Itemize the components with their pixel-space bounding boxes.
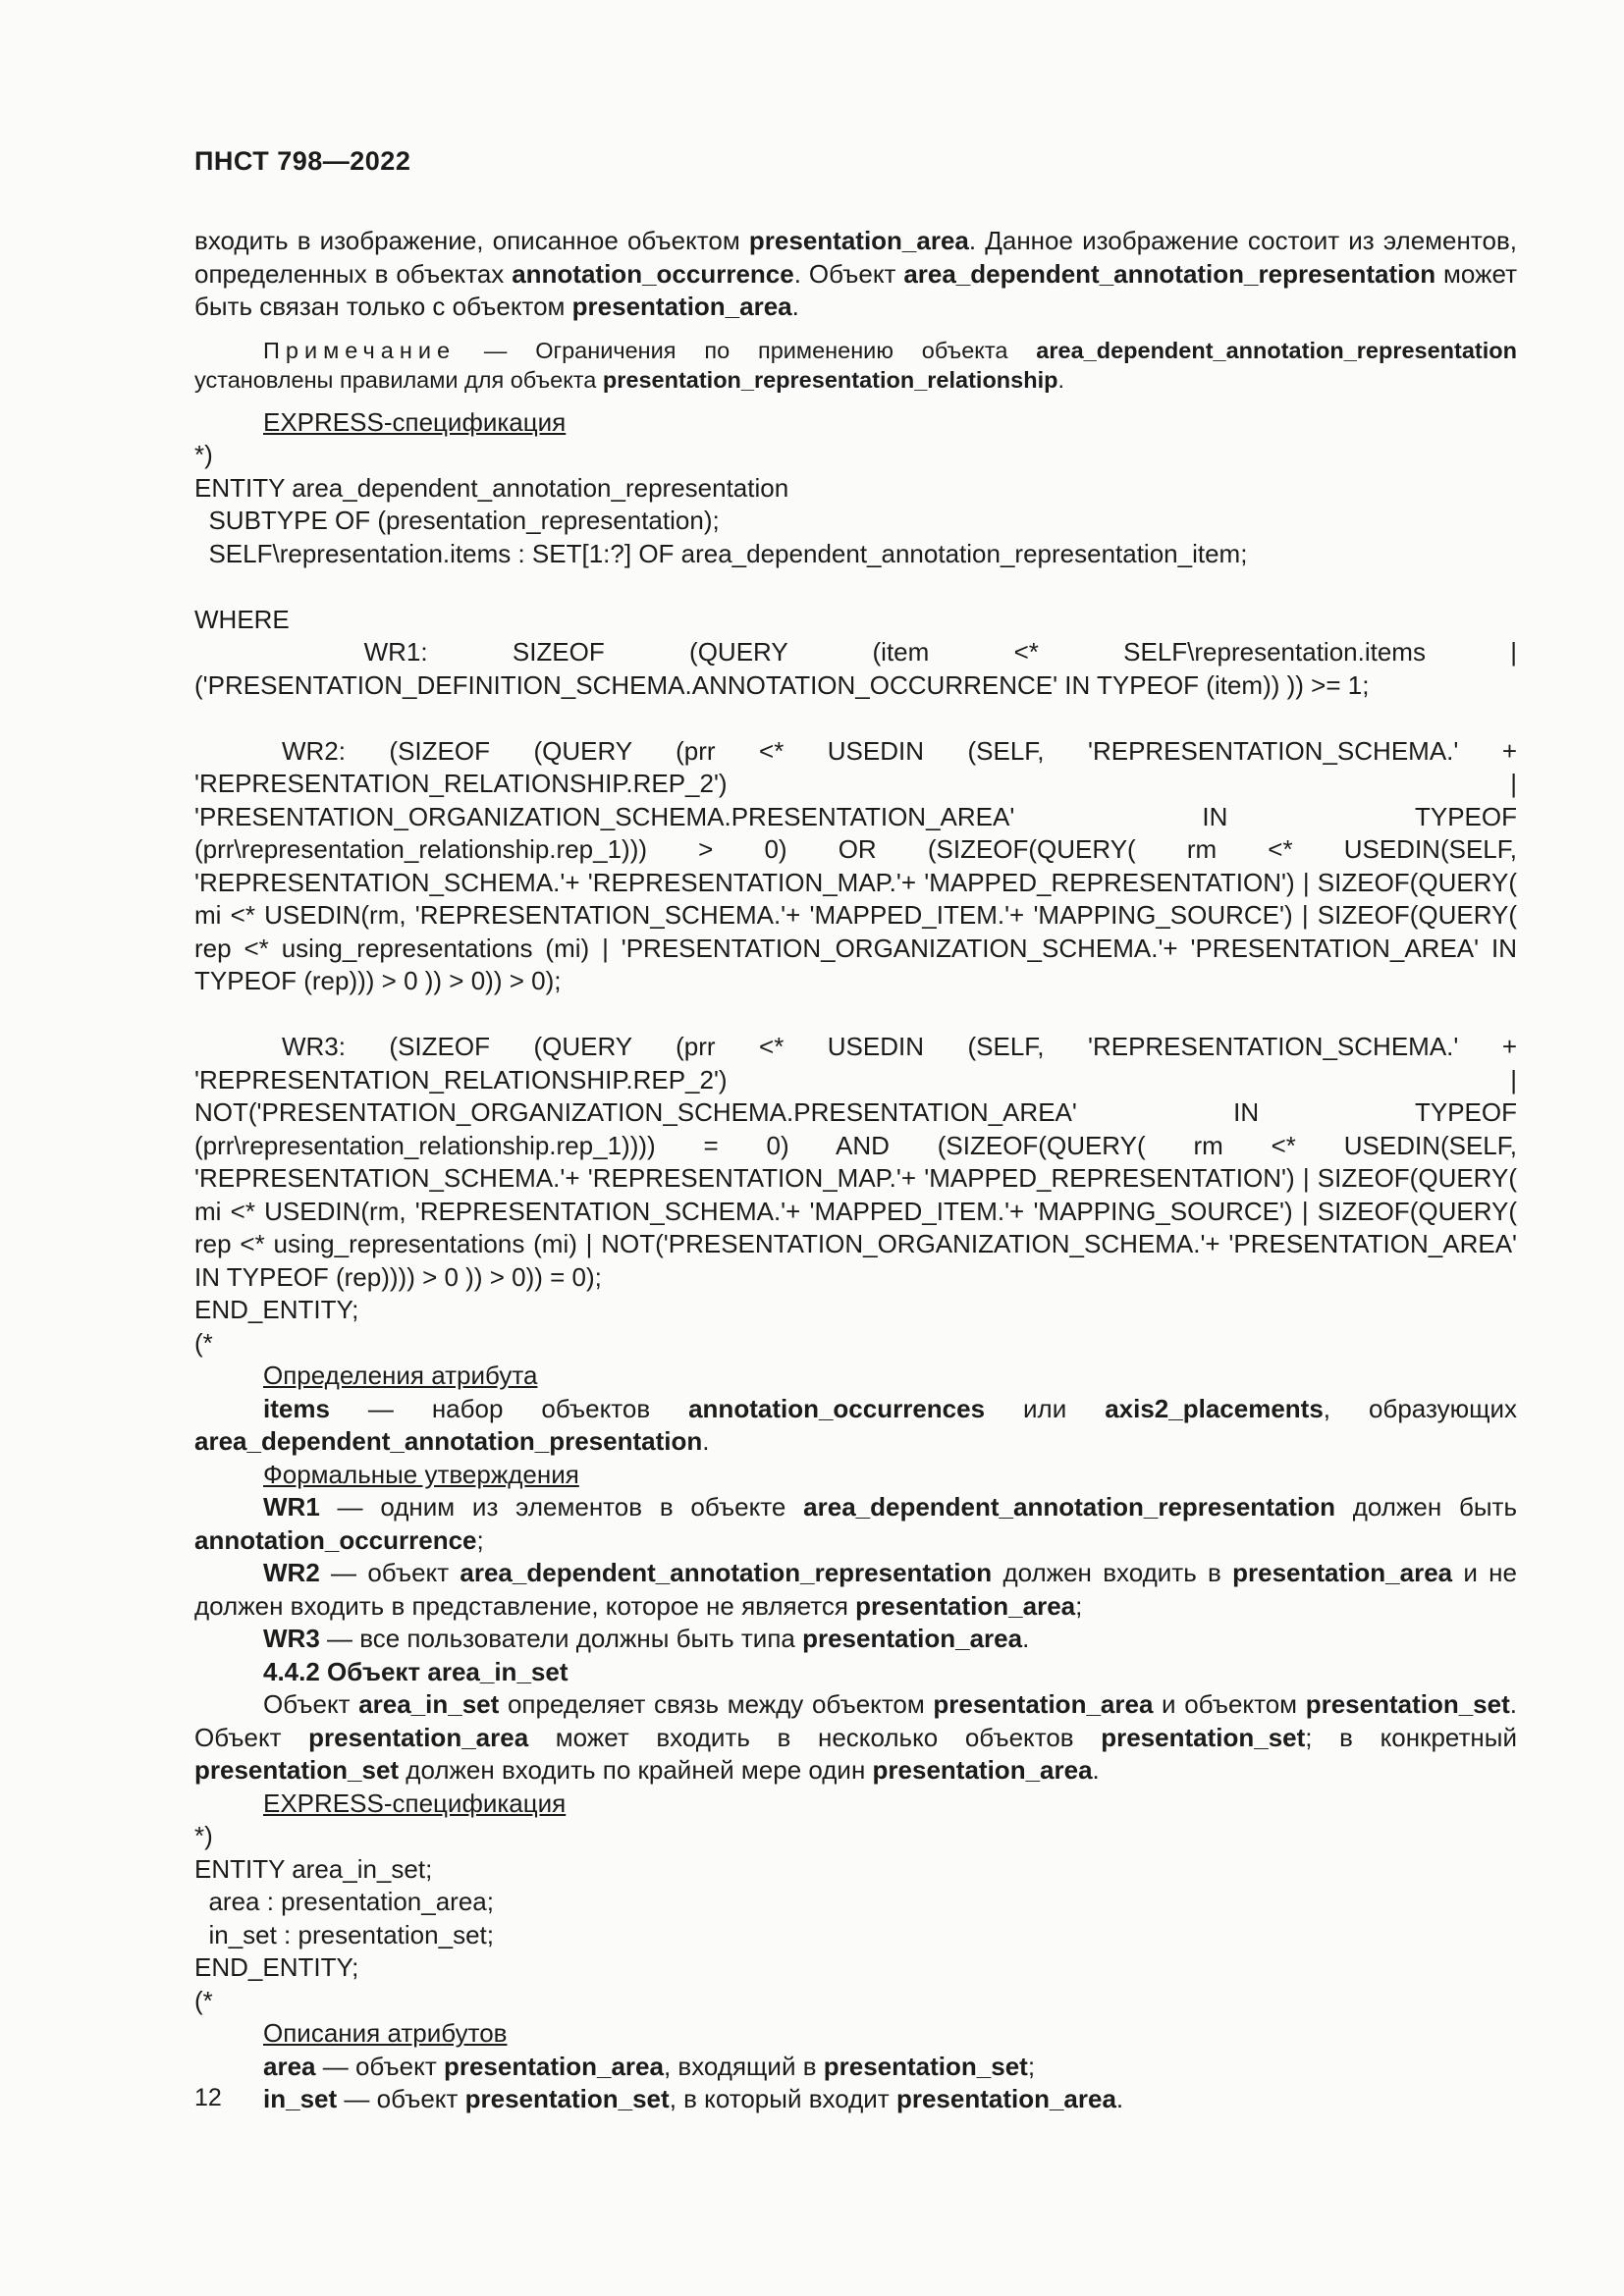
wr2-definition: WR2 — объект area_dependent_annotation_representation должен входить в presentation_area и не должен входить в представление, которое не является presentation_area;: [194, 1558, 1517, 1621]
code-wr1: WR1: SIZEOF (QUERY (item <* SELF\representation.items | ('PRESENTATION_DEFINITION_SCHEMA.ANNOTATION_OCCURRENCE' IN TYPEOF (item)) )) >= 1;: [194, 637, 1525, 700]
wr3-definition: WR3 — все пользователи должны быть типа presentation_area.: [263, 1624, 1030, 1653]
note-label: Примечание: [263, 337, 457, 363]
code-wr3: WR3: (SIZEOF (QUERY (prr <* USEDIN (SELF, 'REPRESENTATION_SCHEMA.' + 'REPRESENTATION_RELATIONSHIP.REP_2') | NOT('PRESENTATION_ORGANIZATION_SCHEMA.PRESENTATION_AREA' IN TYPEOF (prr\representation_relationship.rep_1)))) = 0) AND (SIZEOF(QUERY( rm <* USEDIN(SELF, 'REPRESENTATION_SCHEMA.'+ 'REPRESENTATION_MAP.'+ 'MAPPED_REPRESENTATION') | SIZEOF(QUERY( mi <* USEDIN(rm, 'REPRESENTATION_SCHEMA.'+ 'MAPPED_ITEM.'+ 'MAPPING_SOURCE') | SIZEOF(QUERY( rep <* using_representations (mi) | NOT('PRESENTATION_ORGANIZATION_SCHEMA.'+ 'PRESENTATION_AREA' IN TYPEOF (rep)))) > 0 )) > 0)) = 0);: [194, 1032, 1525, 1292]
page-header: ПНСТ 798—2022: [194, 146, 411, 176]
page-body: [194, 225, 1525, 2116]
express-spec-label-1: EXPRESS-спецификация: [263, 406, 567, 437]
note-paragraph: Примечание — Ограничения по применению объекта area_dependent_annotation_representation установлены правилами для объекта presentation_representation_relationship.: [194, 337, 1517, 393]
area-definition: area — объект presentation_area, входящий в presentation_set;: [263, 2051, 1036, 2081]
intro-paragraph: входить в изображение, описанное объектом presentation_area. Данное изображение состоит из элементов, определенных в объектах annotation_occurrence. Объект area_dependent_annotation_representation может быть связан только с объектом presentation_area.: [194, 226, 1517, 321]
attr-defs-label: Определения атрибута: [263, 1361, 538, 1390]
wr1-definition: WR1 — одним из элементов в объекте area_dependent_annotation_representation должен быть annotation_occurrence;: [194, 1492, 1517, 1555]
page-number: 12: [194, 2084, 222, 2111]
express-code-block-1: *) ENTITY area_dependent_annotation_representation SUBTYPE OF (presentation_representation); SELF\representation.items : SET[1:?] OF area_dependent_annotation_representation_item; WHERE WR1: SIZEOF (QUERY (item <* SELF\representation.items | ('PRESENTATION_DEFINITION_SCHEMA.ANNOTATION_OCCURRENCE' IN TYPEOF (item)) )) >= 1; WR2: (SIZEOF (QUERY (prr <* USEDIN (SELF, 'REPRESENTATION_SCHEMA.' + 'REPRESENTATION_RELATIONSHIP.REP_2') | 'PRESENTATION_ORGANIZATION_SCHEMA.PRESENTATION_AREA' IN TYPEOF (prr\representation_relationship.rep_1))) > 0) OR (SIZEOF(QUERY( rm <* USEDIN(SELF, 'REPRESENTATION_SCHEMA.'+ 'REPRESENTATION_MAP.'+ 'MAPPED_REPRESENTATION') | SIZEOF(QUERY( mi <* USEDIN(rm, 'REPRESENTATION_SCHEMA.'+ 'MAPPED_ITEM.'+ 'MAPPING_SOURCE') | SIZEOF(QUERY( rep <* using_representations (mi) | 'PRESENTATION_ORGANIZATION_SCHEMA.'+ 'PRESENTATION_AREA' IN TYPEOF (rep))) > 0 )) > 0)) > 0); WR3: (SIZEOF (QUERY (prr <* USEDIN (SELF, 'REPRESENTATION_SCHEMA.' + 'REPRESENTATION_RELATIONSHIP.REP_2') | NOT('PRESENTATION_ORGANIZATION_SCHEMA.PRESENTATION_AREA' IN TYPEOF (prr\representation_relationship.rep_1)))) = 0) AND (SIZEOF(QUERY( rm <* USEDIN(SELF, 'REPRESENTATION_SCHEMA.'+ 'REPRESENTATION_MAP.'+ 'MAPPED_REPRESENTATION') | SIZEOF(QUERY( mi <* USEDIN(rm, 'REPRESENTATION_SCHEMA.'+ 'MAPPED_ITEM.'+ 'MAPPING_SOURCE') | SIZEOF(QUERY( rep <* using_representations (mi) | NOT('PRESENTATION_ORGANIZATION_SCHEMA.'+ 'PRESENTATION_AREA' IN TYPEOF (rep)))) > 0 )) > 0)) = 0); END_ENTITY; (*: [194, 440, 1525, 1358]
express-spec-label-2: EXPRESS-спецификация: [263, 1788, 567, 1818]
attr-desc-label: Описания атрибутов: [263, 2018, 508, 2048]
express-code-block-2: *) ENTITY area_in_set; area : presentation_area; in_set : presentation_set; END_ENTITY; (*: [194, 1821, 494, 2015]
section-heading: 4.4.2 Объект area_in_set: [263, 1656, 568, 1686]
items-definition: items — набор объектов annotation_occurrences или axis2_placements, образующих area_dependent_annotation_presentation.: [194, 1393, 1517, 1456]
formal-statements-label: Формальные утверждения: [263, 1459, 579, 1489]
code-wr2: WR2: (SIZEOF (QUERY (prr <* USEDIN (SELF, 'REPRESENTATION_SCHEMA.' + 'REPRESENTATION_RELATIONSHIP.REP_2') | 'PRESENTATION_ORGANIZATION_SCHEMA.PRESENTATION_AREA' IN TYPEOF (prr\representation_relationship.rep_1))) > 0) OR (SIZEOF(QUERY( rm <* USEDIN(SELF, 'REPRESENTATION_SCHEMA.'+ 'REPRESENTATION_MAP.'+ 'MAPPED_REPRESENTATION') | SIZEOF(QUERY( mi <* USEDIN(rm, 'REPRESENTATION_SCHEMA.'+ 'MAPPED_ITEM.'+ 'MAPPING_SOURCE') | SIZEOF(QUERY( rep <* using_representations (mi) | 'PRESENTATION_ORGANIZATION_SCHEMA.'+ 'PRESENTATION_AREA' IN TYPEOF (rep))) > 0 )) > 0)) > 0);: [194, 735, 1525, 995]
in-set-definition: in_set — объект presentation_set, в который входит presentation_area.: [263, 2084, 1124, 2113]
area-in-set-paragraph: Объект area_in_set определяет связь между объектом presentation_area и объектом presentation_set. Объект presentation_area может входить в несколько объектов presentation_set; в конкретный presentation_set должен входить по крайней мере один presentation_area.: [194, 1689, 1517, 1785]
